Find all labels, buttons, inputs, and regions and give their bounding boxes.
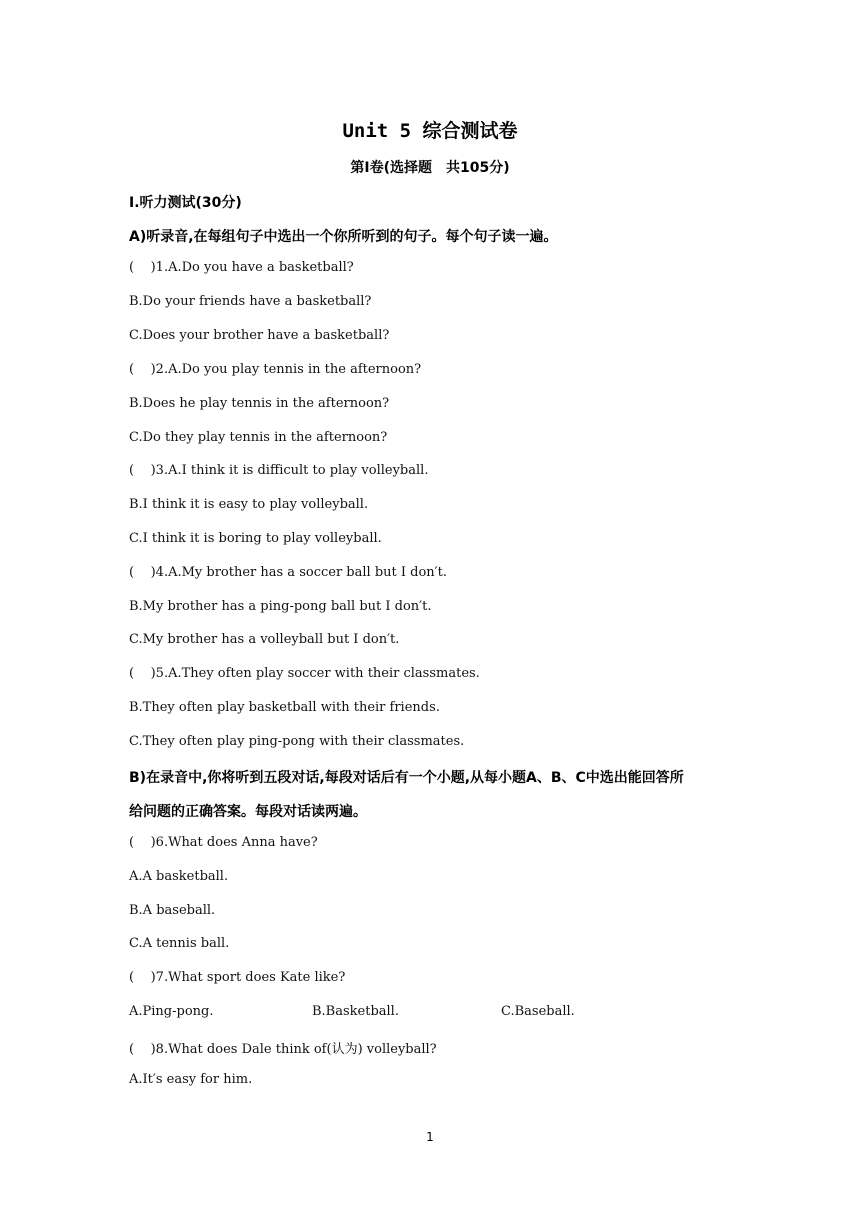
option-7c: C.Baseball. — [501, 1004, 575, 1019]
page-title: Unit 5 综合测试卷 — [342, 120, 518, 142]
part-b-instructions-line2: 给问题的正确答案。每段对话读两遍。 — [129, 804, 367, 820]
question-8: ( )8.What does Dale think of(认为) volleyball? — [129, 1042, 437, 1057]
option-2b: B.Does he play tennis in the afternoon? — [129, 396, 390, 411]
option-4b: B.My brother has a ping-pong ball but I don′t. — [129, 599, 432, 614]
option-3b: B.I think it is easy to play volleyball. — [129, 497, 369, 512]
option-6b: B.A baseball. — [129, 903, 216, 918]
option-7b: B.Basketball. — [312, 1004, 399, 1019]
option-2c: C.Do they play tennis in the afternoon? — [129, 430, 388, 445]
section-heading-listening: Ⅰ.听力测试(30分) — [129, 195, 242, 211]
part-a-instructions: A)听录音,在每组句子中选出一个你所听到的句子。每个句子读一遍。 — [129, 229, 558, 245]
option-1b: B.Do your friends have a basketball? — [129, 294, 372, 309]
question-2: ( )2.A.Do you play tennis in the afternoon? — [129, 362, 422, 377]
option-6a: A.A basketball. — [129, 869, 229, 884]
option-7a: A.Ping-pong. — [129, 1004, 214, 1019]
option-6c: C.A tennis ball. — [129, 936, 230, 951]
option-8a: A.It′s easy for him. — [129, 1072, 253, 1087]
question-7: ( )7.What sport does Kate like? — [129, 970, 346, 985]
option-5c: C.They often play ping-pong with their classmates. — [129, 734, 465, 749]
option-3c: C.I think it is boring to play volleyball. — [129, 531, 382, 546]
page-number: 1 — [426, 1130, 434, 1144]
option-1c: C.Does your brother have a basketball? — [129, 328, 390, 343]
option-5b: B.They often play basketball with their friends. — [129, 700, 440, 715]
question-1: ( )1.A.Do you have a basketball? — [129, 260, 354, 275]
question-4: ( )4.A.My brother has a soccer ball but I don′t. — [129, 565, 447, 580]
question-6: ( )6.What does Anna have? — [129, 835, 318, 850]
option-4c: C.My brother has a volleyball but I don′t. — [129, 632, 400, 647]
question-3: ( )3.A.I think it is difficult to play volleyball. — [129, 463, 429, 478]
page-subtitle: 第Ⅰ卷(选择题 共105分) — [350, 160, 510, 176]
part-b-instructions-line1: B)在录音中,你将听到五段对话,每段对话后有一个小题,从每小题A、B、C中选出能回答所 — [129, 770, 684, 786]
question-5: ( )5.A.They often play soccer with their classmates. — [129, 666, 480, 681]
